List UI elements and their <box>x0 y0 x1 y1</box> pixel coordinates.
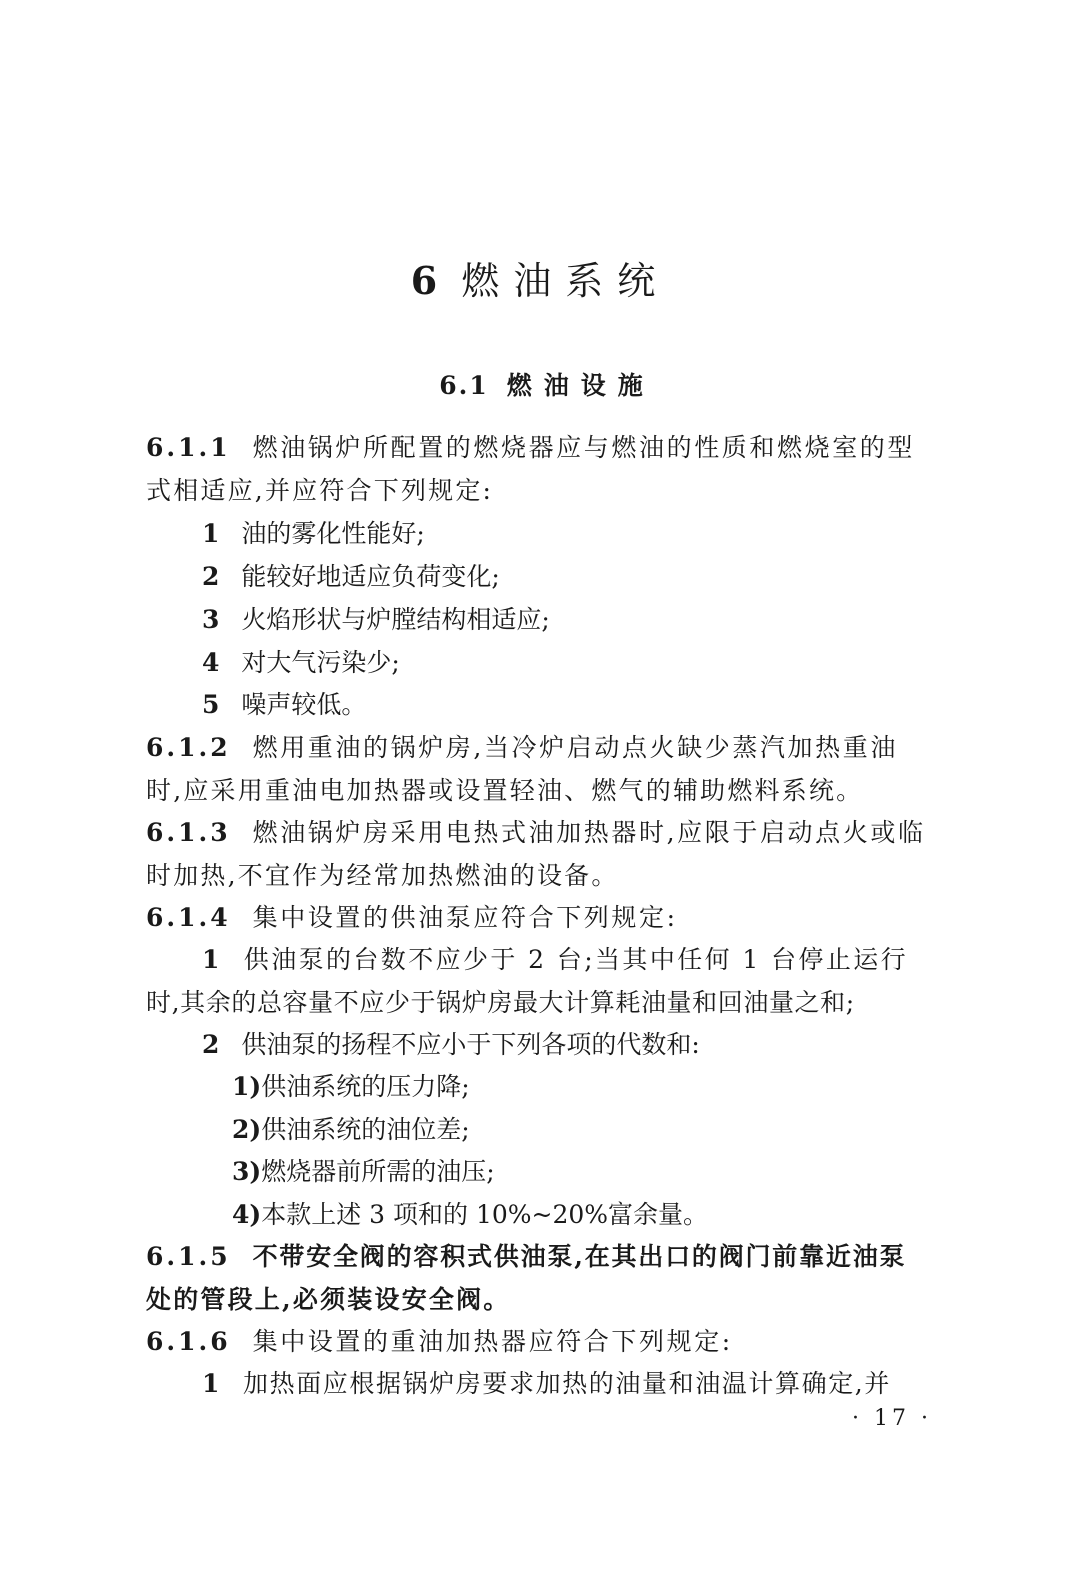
sub-item <box>232 1195 708 1235</box>
clause-text: 集中设置的供油泵应符合下列规定: <box>252 903 678 932</box>
section-number: 6.1 <box>439 371 489 400</box>
clause-number: 6.1.1 <box>146 433 231 462</box>
clause-text: 燃油锅炉所配置的燃烧器应与燃油的性质和燃烧室的型 <box>252 433 915 462</box>
sub-item <box>232 1067 470 1107</box>
item-number: 2 <box>202 1030 220 1059</box>
item-number: 2 <box>202 562 220 591</box>
clause-number: 6.1.2 <box>146 733 231 762</box>
clause-6-1-2-line-2: 时,应采用重油电加热器或设置轻油、燃气的辅助燃料系统。 <box>146 776 864 805</box>
chapter-title-text: 燃油系统 <box>461 259 670 303</box>
chapter-number: 6 <box>410 258 438 303</box>
item-text: 能较好地适应负荷变化; <box>241 562 500 591</box>
sub-item-number: 2) <box>232 1115 262 1144</box>
clause-text: 燃用重油的锅炉房,当冷炉启动点火缺少蒸汽加热重油 <box>252 733 898 762</box>
clause-6-1-1-line-1 <box>146 428 950 468</box>
clause-6-1-3-line-1 <box>146 813 950 853</box>
item-number: 1 <box>202 945 222 974</box>
sub-item-text: 燃烧器前所需的油压; <box>261 1157 495 1186</box>
list-item <box>202 557 500 597</box>
sub-item-number: 4) <box>232 1200 262 1229</box>
item-text: 火焰形状与炉膛结构相适应; <box>241 605 550 634</box>
clause-text: 不带安全阀的容积式供油泵,在其出口的阀门前靠近油泵 <box>252 1242 907 1271</box>
item-number: 4 <box>202 648 220 677</box>
clause-6-1-1-line-2: 式相适应,并应符合下列规定: <box>146 476 494 505</box>
clause-number: 6.1.4 <box>146 903 231 932</box>
sub-item-text: 供油系统的油位差; <box>261 1115 470 1144</box>
list-item <box>202 940 908 980</box>
section-title <box>0 366 1080 402</box>
item-text: 噪声较低。 <box>241 690 367 719</box>
sub-item-text: 本款上述 3 项和的 10%~20%富余量。 <box>261 1200 709 1229</box>
clause-6-1-5-line-1 <box>146 1237 950 1277</box>
list-item-continuation: 时,其余的总容量不应少于锅炉房最大计算耗油量和回油量之和; <box>146 988 855 1017</box>
sub-item-number: 3) <box>232 1157 262 1186</box>
item-number: 1 <box>202 1369 221 1398</box>
list-item <box>202 1364 891 1404</box>
sub-item-number: 1) <box>232 1072 262 1101</box>
item-number: 3 <box>202 605 220 634</box>
chapter-title <box>0 250 1080 305</box>
sub-item-text: 供油系统的压力降; <box>261 1072 470 1101</box>
item-text: 对大气污染少; <box>241 648 400 677</box>
clause-text: 燃油锅炉房采用电热式油加热器时,应限于启动点火或临 <box>252 818 926 847</box>
clause-6-1-4-line-1 <box>146 898 950 938</box>
sub-item <box>232 1110 470 1150</box>
clause-6-1-2-line-1 <box>146 728 950 768</box>
list-item <box>202 600 550 640</box>
clause-6-1-3-line-2: 时加热,不宜作为经常加热燃油的设备。 <box>146 861 619 890</box>
list-item <box>202 1025 700 1065</box>
clause-number: 6.1.6 <box>146 1327 231 1356</box>
sub-item <box>232 1152 495 1192</box>
item-text: 加热面应根据锅炉房要求加热的油量和油温计算确定,并 <box>243 1369 891 1398</box>
list-item <box>202 643 400 683</box>
list-item <box>202 514 425 554</box>
clause-number: 6.1.5 <box>146 1242 231 1271</box>
item-number: 5 <box>202 690 220 719</box>
list-item <box>202 685 366 725</box>
clause-text: 集中设置的重油加热器应符合下列规定: <box>252 1327 733 1356</box>
page-number: · 17 · <box>852 1406 932 1431</box>
item-text: 供油泵的台数不应少于 2 台;当其中任何 1 台停止运行 <box>243 945 909 974</box>
clause-6-1-5-line-2: 处的管段上,必须装设安全阀。 <box>146 1285 511 1314</box>
item-text: 供油泵的扬程不应小于下列各项的代数和: <box>241 1030 700 1059</box>
clause-number: 6.1.3 <box>146 818 231 847</box>
item-number: 1 <box>202 519 220 548</box>
item-text: 油的雾化性能好; <box>241 519 425 548</box>
clause-6-1-6-line-1 <box>146 1322 950 1362</box>
section-title-text: 燃油设施 <box>506 371 655 400</box>
